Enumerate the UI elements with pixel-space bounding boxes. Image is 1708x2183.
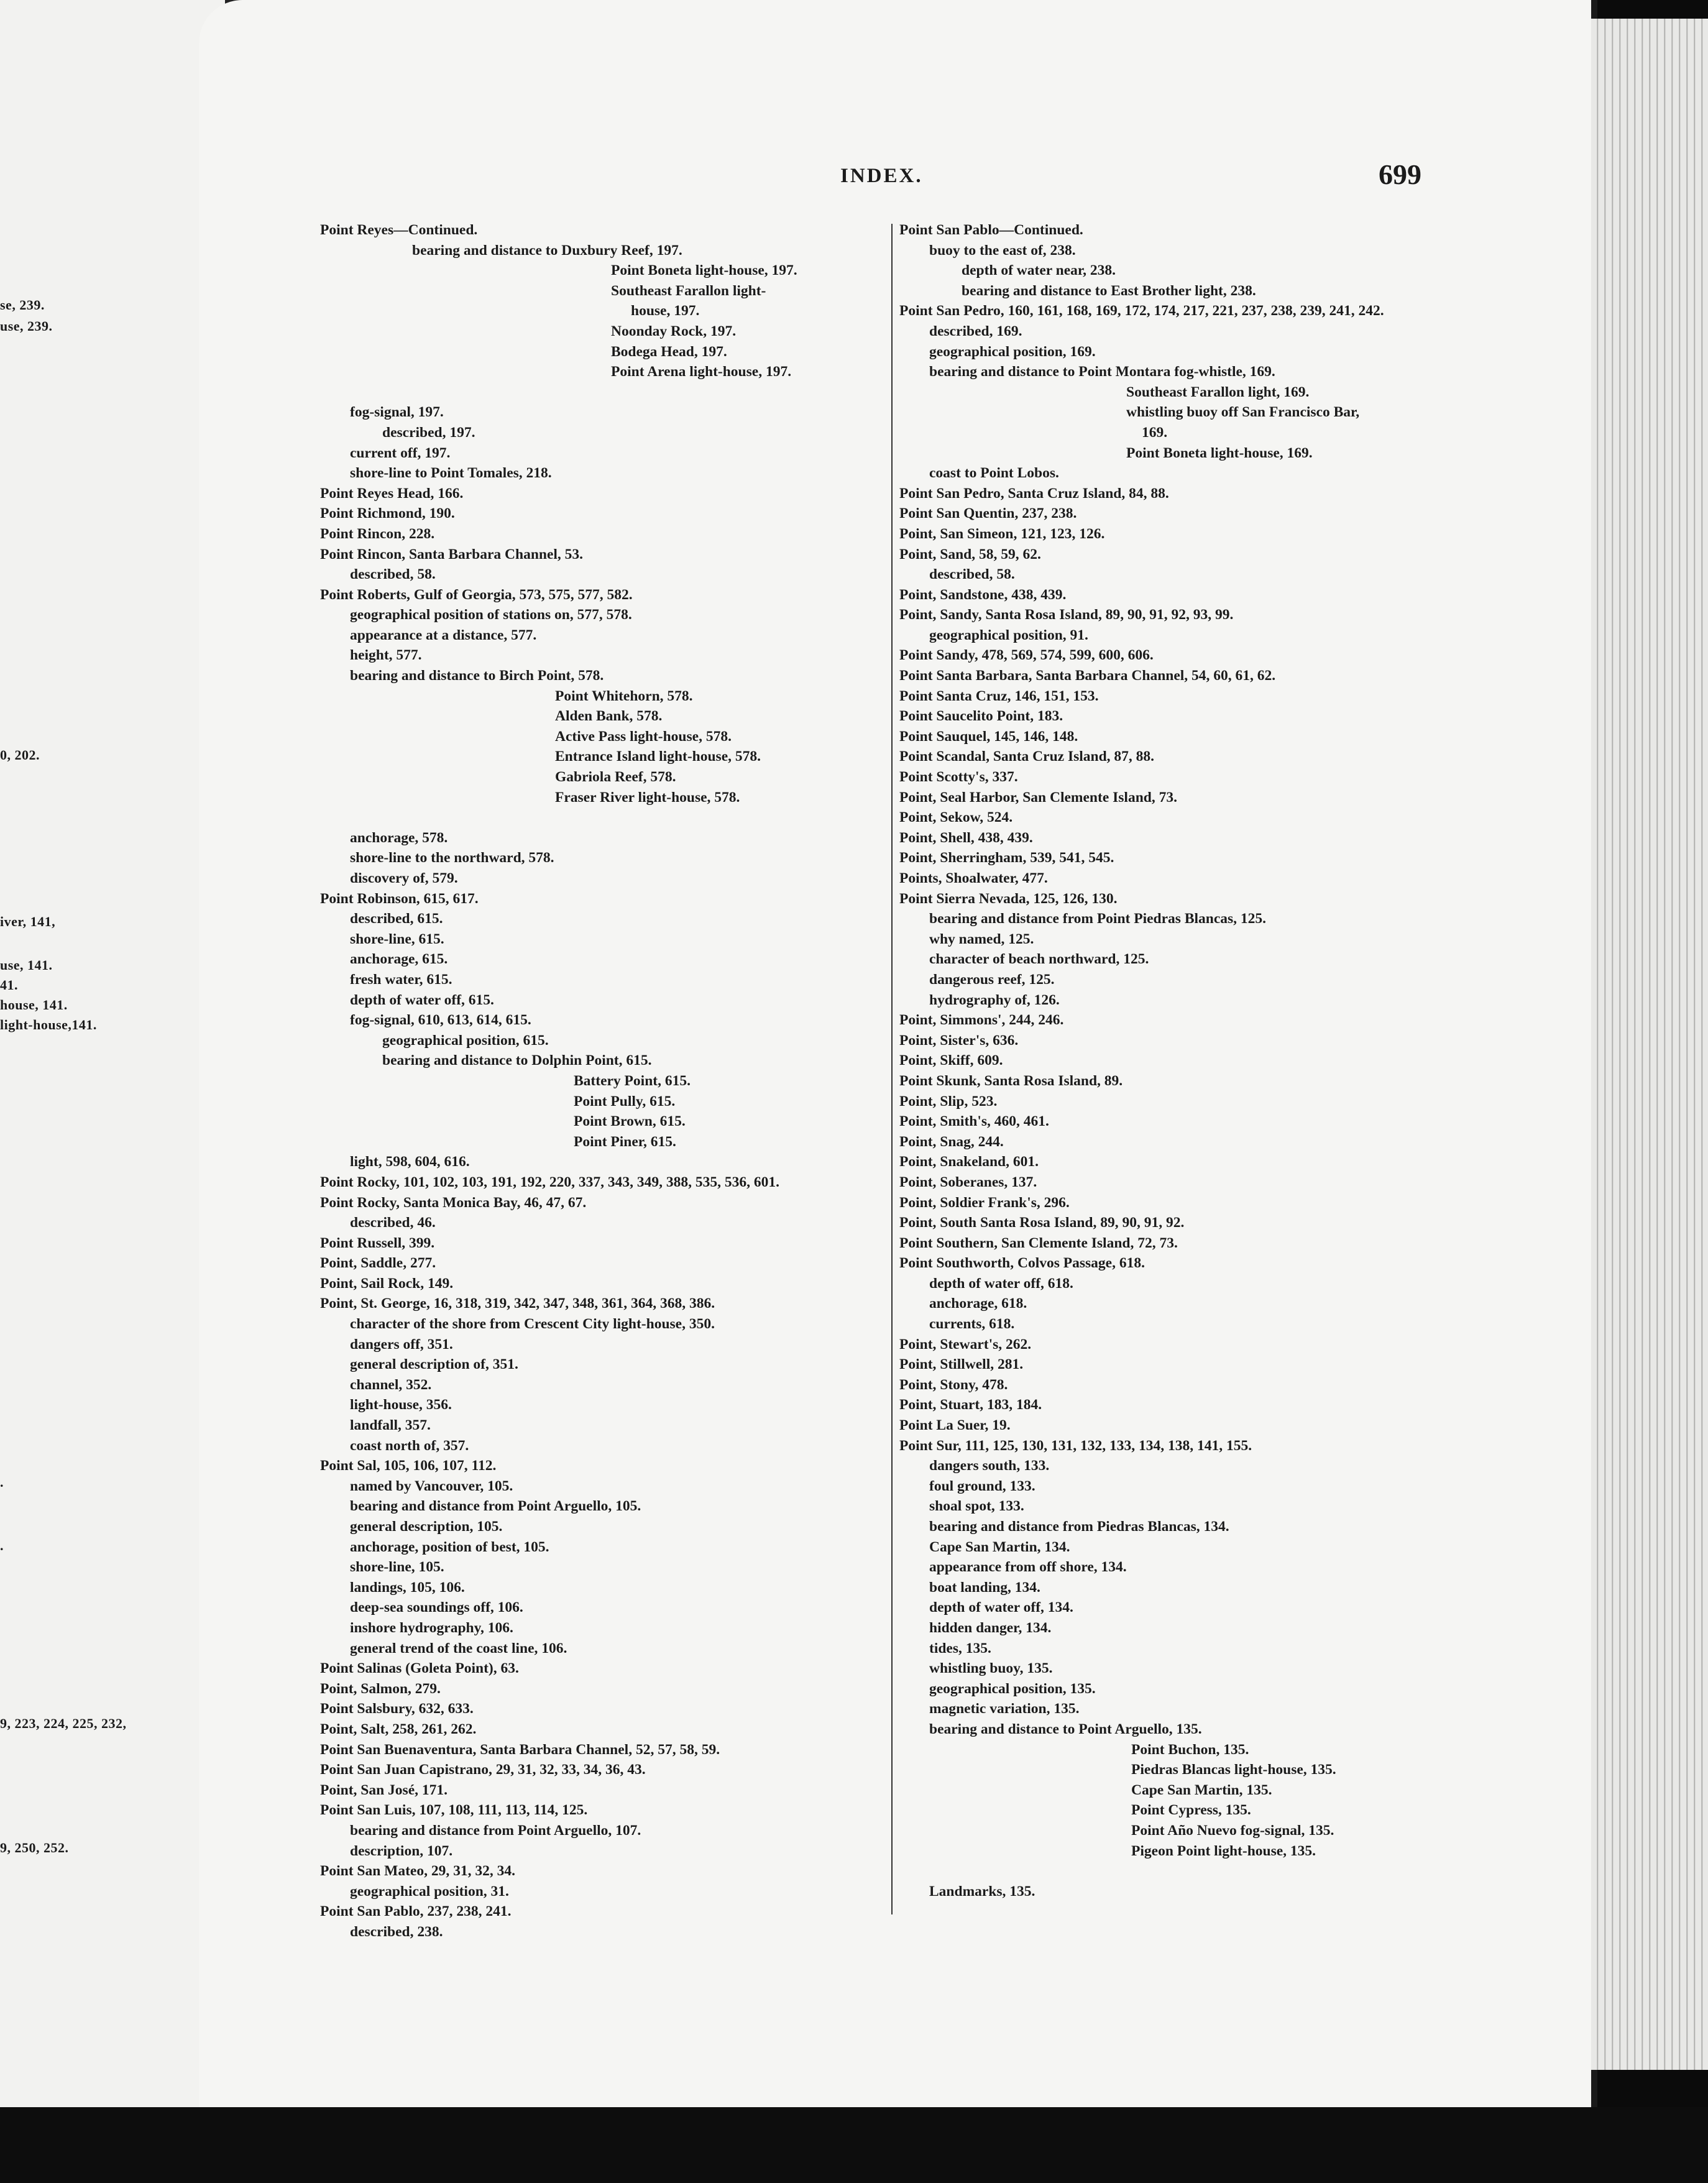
- index-entry: Point Sandy, 478, 569, 574, 599, 600, 606.: [899, 647, 1154, 664]
- index-entry: geographical position, 169.: [929, 343, 1096, 360]
- index-entry: Point Rocky, Santa Monica Bay, 46, 47, 67.: [320, 1194, 587, 1211]
- index-entry: Point Whitehorn, 578.: [555, 687, 693, 704]
- index-entry: Point Robinson, 615, 617.: [320, 890, 479, 907]
- index-entry: Point Sauquel, 145, 146, 148.: [899, 728, 1078, 745]
- index-entry: dangers south, 133.: [929, 1458, 1050, 1474]
- index-entry: character of the shore from Crescent City light-house, 350.: [350, 1316, 715, 1333]
- facing-page-text-fragment: 9, 223, 224, 225, 232,: [0, 1716, 127, 1731]
- facing-page-text-fragment: iver, 141,: [0, 914, 56, 929]
- facing-page-text-fragment: se, 239.: [0, 297, 45, 313]
- index-entry: light-house, 356.: [350, 1397, 452, 1413]
- index-entry: Point San Pablo—Continued.: [899, 222, 1083, 238]
- index-entry: Point Russell, 399.: [320, 1234, 435, 1251]
- index-entry: anchorage, 615.: [350, 951, 448, 968]
- index-entry: coast to Point Lobos.: [929, 465, 1059, 482]
- index-entry: Point, Sand, 58, 59, 62.: [899, 546, 1041, 563]
- index-entry: whistling buoy off San Francisco Bar,: [1126, 404, 1360, 421]
- index-entry: Point Arena light-house, 197.: [611, 364, 792, 380]
- index-entry: dangers off, 351.: [350, 1336, 453, 1353]
- index-entry: buoy to the east of, 238.: [929, 242, 1076, 259]
- index-entry: Cape San Martin, 134.: [929, 1538, 1070, 1555]
- index-entry: Point Brown, 615.: [574, 1113, 686, 1130]
- index-entry: geographical position, 91.: [929, 627, 1088, 643]
- facing-page-text-fragment: use, 141.: [0, 957, 53, 973]
- index-entry: landings, 105, 106.: [350, 1579, 465, 1596]
- index-entry: hidden danger, 134.: [929, 1619, 1052, 1636]
- index-entry: named by Vancouver, 105.: [350, 1478, 513, 1494]
- index-entry: Point Boneta light-house, 169.: [1126, 444, 1313, 461]
- index-entry: fog-signal, 610, 613, 614, 615.: [350, 1012, 531, 1029]
- index-entry: discovery of, 579.: [350, 870, 458, 886]
- facing-page-edge: [0, 0, 225, 2183]
- index-entry: Point, Slip, 523.: [899, 1093, 998, 1110]
- page-stack-edges: [1591, 19, 1708, 2070]
- index-entry: Point San Buenaventura, Santa Barbara Channel, 52, 57, 58, 59.: [320, 1741, 720, 1758]
- index-column-right: [899, 220, 1484, 1901]
- index-entry: Point San Luis, 107, 108, 111, 113, 114, 125.: [320, 1802, 588, 1819]
- index-entry: Points, Shoalwater, 477.: [899, 870, 1048, 886]
- index-entry: Noonday Rock, 197.: [611, 323, 737, 339]
- index-entry: deep-sea soundings off, 106.: [350, 1599, 523, 1616]
- index-entry: Point Salinas (Goleta Point), 63.: [320, 1660, 519, 1677]
- index-entry: Bodega Head, 197.: [611, 343, 727, 360]
- index-entry: foul ground, 133.: [929, 1478, 1035, 1494]
- index-entry: Point, Simmons', 244, 246.: [899, 1012, 1064, 1029]
- index-entry: bearing and distance to Point Montara fog-whistle, 169.: [929, 364, 1275, 380]
- index-entry: Point San Pablo, 237, 238, 241.: [320, 1903, 512, 1920]
- index-entry: Point San Pedro, Santa Cruz Island, 84, 88.: [899, 485, 1169, 502]
- index-entry: shore-line, 615.: [350, 931, 444, 947]
- index-entry: depth of water off, 615.: [350, 991, 494, 1008]
- index-entry: Point Saucelito Point, 183.: [899, 708, 1063, 725]
- index-entry: described, 169.: [929, 323, 1022, 339]
- index-entry: depth of water off, 618.: [929, 1275, 1073, 1292]
- index-entry: boat landing, 134.: [929, 1579, 1040, 1596]
- index-entry: geographical position, 615.: [382, 1032, 549, 1049]
- index-entry: shoal spot, 133.: [929, 1498, 1024, 1515]
- index-entry: magnetic variation, 135.: [929, 1701, 1080, 1717]
- index-entry: Point, South Santa Rosa Island, 89, 90, 91, 92.: [899, 1215, 1185, 1231]
- index-entry: Point Rincon, 228.: [320, 525, 435, 542]
- scan-bottom-margin: [0, 2107, 1708, 2183]
- index-entry: fresh water, 615.: [350, 971, 452, 988]
- index-entry: Alden Bank, 578.: [555, 708, 663, 725]
- index-entry: Point San Pedro, 160, 161, 168, 169, 172, 174, 217, 221, 237, 238, 239, 241, 242.: [899, 303, 1384, 319]
- index-entry: Point, Salmon, 279.: [320, 1680, 441, 1697]
- index-entry: Point, Sekow, 524.: [899, 809, 1013, 826]
- index-entry: hydrography of, 126.: [929, 991, 1060, 1008]
- index-entry: Point, Smith's, 460, 461.: [899, 1113, 1049, 1130]
- index-column-left: [320, 220, 904, 1942]
- index-entry: Point Skunk, Santa Rosa Island, 89.: [899, 1072, 1123, 1089]
- index-entry: Point Buchon, 135.: [1131, 1741, 1249, 1758]
- index-entry: 169.: [1142, 424, 1168, 441]
- index-entry: Point San Juan Capistrano, 29, 31, 32, 33, 34, 36, 43.: [320, 1762, 646, 1778]
- index-entry: Point, Sail Rock, 149.: [320, 1275, 454, 1292]
- index-entry: Point Sal, 105, 106, 107, 112.: [320, 1458, 497, 1474]
- index-entry: [899, 1861, 1484, 1882]
- index-entry: Cape San Martin, 135.: [1131, 1781, 1272, 1798]
- index-entry: Point Piner, 615.: [574, 1133, 676, 1150]
- index-entry: Point Rincon, Santa Barbara Channel, 53.: [320, 546, 584, 563]
- index-entry: Southeast Farallon light-: [611, 282, 766, 299]
- index-entry: Point, Stewart's, 262.: [899, 1336, 1032, 1353]
- index-entry: anchorage, position of best, 105.: [350, 1538, 549, 1555]
- index-entry: bearing and distance from Point Piedras Blancas, 125.: [929, 911, 1267, 927]
- index-entry: Point, San Simeon, 121, 123, 126.: [899, 525, 1105, 542]
- facing-page-text-fragment: light-house,141.: [0, 1017, 97, 1032]
- index-entry: general description, 105.: [350, 1519, 503, 1535]
- page-number: 699: [1379, 159, 1421, 190]
- index-entry: Point Pully, 615.: [574, 1093, 676, 1110]
- index-entry: bearing and distance to Point Arguello, 135.: [929, 1721, 1202, 1737]
- index-entry: [320, 382, 904, 403]
- index-entry: bearing and distance to Dolphin Point, 615.: [382, 1052, 652, 1069]
- index-entry: described, 238.: [350, 1923, 443, 1940]
- index-entry: appearance from off shore, 134.: [929, 1559, 1127, 1576]
- index-entry: Battery Point, 615.: [574, 1072, 691, 1089]
- facing-page-text-fragment: 0, 202.: [0, 747, 40, 763]
- index-entry: [320, 807, 904, 828]
- index-entry: dangerous reef, 125.: [929, 971, 1055, 988]
- index-entry: Point San Quentin, 237, 238.: [899, 505, 1077, 522]
- index-entry: geographical position, 135.: [929, 1680, 1096, 1697]
- facing-page-text-fragment: 9, 250, 252.: [0, 1840, 69, 1855]
- index-entry: coast north of, 357.: [350, 1437, 469, 1454]
- index-entry: Point Roberts, Gulf of Georgia, 573, 575, 577, 582.: [320, 586, 633, 603]
- index-entry: Point, Soberanes, 137.: [899, 1174, 1037, 1190]
- index-entry: bearing and distance from Point Arguello, 105.: [350, 1498, 641, 1515]
- index-entry: geographical position, 31.: [350, 1883, 509, 1900]
- index-entry: Fraser River light-house, 578.: [555, 789, 740, 806]
- index-entry: fog-signal, 197.: [350, 404, 444, 421]
- index-entry: Point Santa Barbara, Santa Barbara Channel, 54, 60, 61, 62.: [899, 668, 1276, 684]
- facing-page-text-fragment: house, 141.: [0, 997, 68, 1013]
- index-entry: geographical position of stations on, 577, 578.: [350, 607, 632, 623]
- index-entry: Point, Skiff, 609.: [899, 1052, 1003, 1069]
- index-entry: Point La Suer, 19.: [899, 1417, 1011, 1434]
- index-entry: Point Rocky, 101, 102, 103, 191, 192, 220, 337, 343, 349, 388, 535, 536, 601.: [320, 1174, 779, 1190]
- index-entry: landfall, 357.: [350, 1417, 431, 1434]
- index-entry: Point, Shell, 438, 439.: [899, 829, 1033, 846]
- index-entry: Point, Sister's, 636.: [899, 1032, 1019, 1049]
- index-entry: Point, Snakeland, 601.: [899, 1154, 1039, 1170]
- index-entry: depth of water off, 134.: [929, 1599, 1073, 1616]
- index-entry: Point Richmond, 190.: [320, 505, 455, 522]
- index-entry: character of beach northward, 125.: [929, 951, 1149, 968]
- index-entry: whistling buoy, 135.: [929, 1660, 1053, 1677]
- index-entry: anchorage, 618.: [929, 1295, 1027, 1312]
- index-entry: general description of, 351.: [350, 1356, 518, 1373]
- index-entry: bearing and distance from Piedras Blancas, 134.: [929, 1519, 1229, 1535]
- index-entry: inshore hydrography, 106.: [350, 1619, 513, 1636]
- index-entry: height, 577.: [350, 647, 422, 664]
- index-entry: Point, Stony, 478.: [899, 1376, 1008, 1393]
- index-entry: Point, Stillwell, 281.: [899, 1356, 1024, 1373]
- index-entry: Point, Sandstone, 438, 439.: [899, 586, 1067, 603]
- index-entry: bearing and distance to Birch Point, 578.: [350, 668, 604, 684]
- index-entry: described, 615.: [350, 911, 443, 927]
- index-entry: Point Scandal, Santa Cruz Island, 87, 88.: [899, 748, 1155, 765]
- index-entry: Point Año Nuevo fog-signal, 135.: [1131, 1822, 1334, 1839]
- index-entry: shore-line to the northward, 578.: [350, 850, 554, 866]
- index-entry: Point, San José, 171.: [320, 1781, 448, 1798]
- index-entry: Point, Stuart, 183, 184.: [899, 1397, 1042, 1413]
- index-entry: tides, 135.: [929, 1640, 991, 1657]
- index-entry: Southeast Farallon light, 169.: [1126, 384, 1310, 400]
- index-entry: shore-line to Point Tomales, 218.: [350, 465, 552, 482]
- index-entry: currents, 618.: [929, 1316, 1015, 1333]
- index-entry: Point Salsbury, 632, 633.: [320, 1701, 474, 1717]
- index-entry: Point, Soldier Frank's, 296.: [899, 1194, 1070, 1211]
- index-entry: Active Pass light-house, 578.: [555, 728, 732, 745]
- index-entry: bearing and distance to East Brother light, 238.: [962, 282, 1256, 299]
- index-entry: general trend of the coast line, 106.: [350, 1640, 567, 1657]
- index-entry: light, 598, 604, 616.: [350, 1154, 470, 1170]
- index-entry: Point Southworth, Colvos Passage, 618.: [899, 1255, 1145, 1272]
- index-entry: Point, Salt, 258, 261, 262.: [320, 1721, 477, 1737]
- index-entry: why named, 125.: [929, 931, 1034, 947]
- facing-page-text-fragment: 41.: [0, 977, 18, 993]
- index-entry: bearing and distance from Point Arguello, 107.: [350, 1822, 641, 1839]
- index-entry: Point, Saddle, 277.: [320, 1255, 436, 1272]
- index-entry: Point Sur, 111, 125, 130, 131, 132, 133, 134, 138, 141, 155.: [899, 1437, 1252, 1454]
- index-entry: house, 197.: [631, 303, 700, 319]
- index-entry: Point, Snag, 244.: [899, 1133, 1004, 1150]
- index-entry: shore-line, 105.: [350, 1559, 444, 1576]
- index-entry: anchorage, 578.: [350, 829, 448, 846]
- index-entry: Point, Sandy, Santa Rosa Island, 89, 90, 91, 92, 93, 99.: [899, 607, 1234, 623]
- index-entry: Point Reyes Head, 166.: [320, 485, 464, 502]
- index-entry: channel, 352.: [350, 1376, 432, 1393]
- index-entry: Point, St. George, 16, 318, 319, 342, 347, 348, 361, 364, 368, 386.: [320, 1295, 715, 1312]
- index-entry: Point Boneta light-house, 197.: [611, 262, 797, 279]
- index-entry: current off, 197.: [350, 444, 451, 461]
- index-entry: Point Sierra Nevada, 125, 126, 130.: [899, 890, 1118, 907]
- index-entry: described, 58.: [929, 566, 1015, 583]
- index-entry: description, 107.: [350, 1842, 453, 1859]
- index-entry: Gabriola Reef, 578.: [555, 769, 676, 786]
- index-entry: Landmarks, 135.: [929, 1883, 1035, 1900]
- index-entry: Point San Mateo, 29, 31, 32, 34.: [320, 1863, 515, 1880]
- index-entry: described, 58.: [350, 566, 436, 583]
- index-entry: Point Southern, San Clemente Island, 72, 73.: [899, 1234, 1178, 1251]
- index-entry: Point Reyes—Continued.: [320, 222, 478, 238]
- index-entry: Entrance Island light-house, 578.: [555, 748, 761, 765]
- index-entry: Point Cypress, 135.: [1131, 1802, 1251, 1819]
- index-entry: Point Scotty's, 337.: [899, 769, 1018, 786]
- index-entry: described, 46.: [350, 1215, 436, 1231]
- index-entry: bearing and distance to Duxbury Reef, 197.: [412, 242, 682, 259]
- index-entry: appearance at a distance, 577.: [350, 627, 537, 643]
- index-entry: Pigeon Point light-house, 135.: [1131, 1842, 1316, 1859]
- page-header-title: INDEX.: [840, 165, 923, 187]
- index-entry: Point Santa Cruz, 146, 151, 153.: [899, 687, 1099, 704]
- facing-page-text-fragment: use, 239.: [0, 318, 53, 334]
- facing-page-text-fragment: .: [0, 1538, 4, 1553]
- index-entry: Piedras Blancas light-house, 135.: [1131, 1762, 1336, 1778]
- index-entry: depth of water near, 238.: [962, 262, 1116, 279]
- index-entry: Point, Seal Harbor, San Clemente Island, 73.: [899, 789, 1177, 806]
- facing-page-text-fragment: .: [0, 1474, 4, 1490]
- index-entry: Point, Sherringham, 539, 541, 545.: [899, 850, 1114, 866]
- index-entry: described, 197.: [382, 424, 475, 441]
